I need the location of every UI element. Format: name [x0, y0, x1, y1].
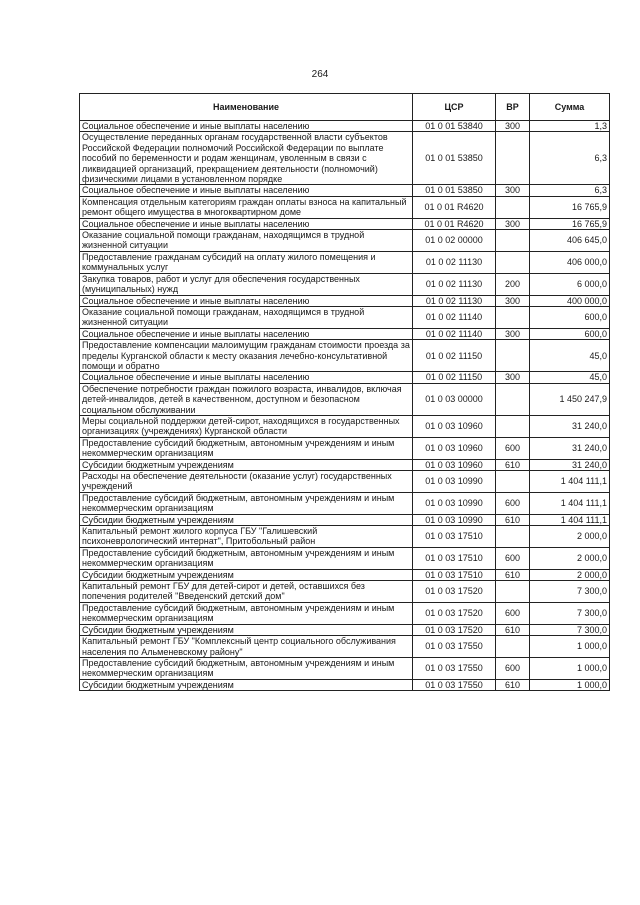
row-vr-cell	[496, 636, 530, 658]
table-row	[80, 306, 610, 328]
row-sum-cell: 7 300,0	[530, 624, 610, 635]
row-vr-cell: 200	[496, 273, 530, 295]
header-csr: ЦСР	[413, 94, 496, 121]
row-sum-cell: 1 450 247,9	[530, 383, 610, 415]
row-vr-cell: 610	[496, 624, 530, 635]
row-name-cell: Предоставление субсидий бюджетным, автономным учреждениям и иным некоммерческим организациям	[80, 657, 413, 679]
row-csr-cell: 01 0 02 11150	[413, 340, 496, 372]
row-sum-cell: 16 765,9	[530, 196, 610, 218]
row-sum-cell: 400 000,0	[530, 295, 610, 306]
row-sum-cell: 6,3	[530, 132, 610, 185]
table-row	[80, 459, 610, 470]
row-vr-cell: 300	[496, 121, 530, 132]
row-name-cell: Предоставление субсидий бюджетным, автономным учреждениям и иным некоммерческим организациям	[80, 547, 413, 569]
row-sum-cell: 600,0	[530, 328, 610, 339]
row-csr-cell: 01 0 03 10960	[413, 459, 496, 470]
row-csr-cell: 01 0 02 11130	[413, 295, 496, 306]
table-row	[80, 372, 610, 383]
row-csr-cell: 01 0 01 R4620	[413, 218, 496, 229]
table-row	[80, 636, 610, 658]
row-csr-cell: 01 0 03 17520	[413, 602, 496, 624]
row-vr-cell	[496, 132, 530, 185]
row-csr-cell: 01 0 03 17550	[413, 636, 496, 658]
row-name-cell: Социальное обеспечение и иные выплаты населению	[80, 121, 413, 132]
header-name: Наименование	[80, 94, 413, 121]
row-csr-cell: 01 0 03 10990	[413, 514, 496, 525]
row-name-cell: Субсидии бюджетным учреждениям	[80, 679, 413, 690]
table-row	[80, 679, 610, 690]
row-vr-cell: 300	[496, 185, 530, 196]
row-name-cell: Меры социальной поддержки детей-сирот, находящихся в государственных организациях (учреждениях) Курганской области	[80, 415, 413, 437]
row-csr-cell: 01 0 03 10990	[413, 492, 496, 514]
row-vr-cell	[496, 415, 530, 437]
row-csr-cell: 01 0 02 00000	[413, 230, 496, 252]
row-sum-cell: 1 404 111,1	[530, 471, 610, 493]
row-csr-cell: 01 0 03 17510	[413, 526, 496, 548]
table-row	[80, 340, 610, 372]
row-csr-cell: 01 0 03 17550	[413, 657, 496, 679]
row-csr-cell: 01 0 02 11150	[413, 372, 496, 383]
row-vr-cell: 610	[496, 514, 530, 525]
row-vr-cell	[496, 230, 530, 252]
row-name-cell: Субсидии бюджетным учреждениям	[80, 569, 413, 580]
row-vr-cell: 300	[496, 218, 530, 229]
row-vr-cell: 610	[496, 459, 530, 470]
table-row	[80, 230, 610, 252]
row-csr-cell: 01 0 02 11130	[413, 251, 496, 273]
table-row	[80, 218, 610, 229]
row-name-cell: Капитальный ремонт ГБУ для детей-сирот и детей, оставшихся без попечения родителей "Введенский детский дом"	[80, 581, 413, 603]
row-sum-cell: 31 240,0	[530, 459, 610, 470]
row-sum-cell: 1 000,0	[530, 636, 610, 658]
table-row	[80, 437, 610, 459]
row-sum-cell: 45,0	[530, 372, 610, 383]
row-csr-cell: 01 0 03 17510	[413, 569, 496, 580]
row-vr-cell: 300	[496, 295, 530, 306]
row-csr-cell: 01 0 02 11130	[413, 273, 496, 295]
row-sum-cell: 1 404 111,1	[530, 514, 610, 525]
table-row	[80, 415, 610, 437]
row-vr-cell	[496, 196, 530, 218]
row-name-cell: Оказание социальной помощи гражданам, находящимся в трудной жизненной ситуации	[80, 306, 413, 328]
row-vr-cell: 600	[496, 657, 530, 679]
row-vr-cell: 610	[496, 679, 530, 690]
row-name-cell: Субсидии бюджетным учреждениям	[80, 459, 413, 470]
row-name-cell: Субсидии бюджетным учреждениям	[80, 624, 413, 635]
table-row	[80, 251, 610, 273]
table-row	[80, 514, 610, 525]
row-sum-cell: 6 000,0	[530, 273, 610, 295]
row-csr-cell: 01 0 03 17520	[413, 581, 496, 603]
page-number: 264	[311, 69, 329, 80]
row-sum-cell: 7 300,0	[530, 581, 610, 603]
row-csr-cell: 01 0 01 R4620	[413, 196, 496, 218]
row-csr-cell: 01 0 02 11140	[413, 306, 496, 328]
row-vr-cell	[496, 471, 530, 493]
table-row	[80, 273, 610, 295]
table-row	[80, 526, 610, 548]
row-sum-cell: 45,0	[530, 340, 610, 372]
table-row	[80, 196, 610, 218]
row-sum-cell: 2 000,0	[530, 526, 610, 548]
row-vr-cell	[496, 526, 530, 548]
row-vr-cell: 600	[496, 547, 530, 569]
row-sum-cell: 1 000,0	[530, 679, 610, 690]
row-name-cell: Компенсация отдельным категориям граждан оплаты взноса на капитальный ремонт общего имущества в многоквартирном доме	[80, 196, 413, 218]
row-vr-cell: 610	[496, 569, 530, 580]
row-name-cell: Социальное обеспечение и иные выплаты населению	[80, 218, 413, 229]
row-vr-cell: 300	[496, 328, 530, 339]
row-vr-cell: 600	[496, 602, 530, 624]
row-csr-cell: 01 0 03 10960	[413, 437, 496, 459]
row-vr-cell: 600	[496, 492, 530, 514]
budget-table	[79, 93, 610, 691]
row-name-cell: Социальное обеспечение и иные выплаты населению	[80, 295, 413, 306]
table-row	[80, 569, 610, 580]
row-vr-cell	[496, 581, 530, 603]
table-row	[80, 185, 610, 196]
row-csr-cell: 01 0 03 00000	[413, 383, 496, 415]
row-vr-cell: 300	[496, 372, 530, 383]
row-sum-cell: 1 000,0	[530, 657, 610, 679]
row-name-cell: Капитальный ремонт ГБУ "Комплексный центр социального обслуживания населения по Альменевскому району"	[80, 636, 413, 658]
row-sum-cell: 2 000,0	[530, 547, 610, 569]
row-name-cell: Предоставление субсидий бюджетным, автономным учреждениям и иным некоммерческим организациям	[80, 602, 413, 624]
table-row	[80, 383, 610, 415]
table-row	[80, 121, 610, 132]
row-vr-cell: 600	[496, 437, 530, 459]
row-csr-cell: 01 0 03 17550	[413, 679, 496, 690]
header-sum: Сумма	[530, 94, 610, 121]
row-name-cell: Социальное обеспечение и иные выплаты населению	[80, 328, 413, 339]
row-name-cell: Закупка товаров, работ и услуг для обеспечения государственных (муниципальных) нужд	[80, 273, 413, 295]
row-name-cell: Предоставление субсидий бюджетным, автономным учреждениям и иным некоммерческим организациям	[80, 437, 413, 459]
row-csr-cell: 01 0 03 17510	[413, 547, 496, 569]
row-sum-cell: 31 240,0	[530, 437, 610, 459]
row-vr-cell	[496, 306, 530, 328]
row-sum-cell: 1,3	[530, 121, 610, 132]
row-csr-cell: 01 0 02 11140	[413, 328, 496, 339]
row-name-cell: Предоставление гражданам субсидий на оплату жилого помещения и коммунальных услуг	[80, 251, 413, 273]
table-row	[80, 657, 610, 679]
table-row	[80, 602, 610, 624]
row-name-cell: Социальное обеспечение и иные выплаты населению	[80, 185, 413, 196]
header-row	[80, 94, 610, 121]
row-sum-cell: 600,0	[530, 306, 610, 328]
row-name-cell: Предоставление субсидий бюджетным, автономным учреждениям и иным некоммерческим организациям	[80, 492, 413, 514]
table-body	[80, 121, 610, 691]
row-name-cell: Социальное обеспечение и иные выплаты населению	[80, 372, 413, 383]
table-row	[80, 132, 610, 185]
table-row	[80, 328, 610, 339]
row-name-cell: Предоставление компенсации малоимущим гражданам стоимости проезда за пределы Курганской области к месту оказания лечебно-консультативной помощи и обратно	[80, 340, 413, 372]
row-vr-cell	[496, 251, 530, 273]
row-vr-cell	[496, 340, 530, 372]
table-row	[80, 471, 610, 493]
row-csr-cell: 01 0 03 10990	[413, 471, 496, 493]
row-sum-cell: 406 000,0	[530, 251, 610, 273]
row-sum-cell: 1 404 111,1	[530, 492, 610, 514]
row-name-cell: Расходы на обеспечение деятельности (оказание услуг) государственных учреждений	[80, 471, 413, 493]
row-name-cell: Осуществление переданных органам государственной власти субъектов Российской Федерации полномочий Российской Федерации по выплате пособий по беременности и родам женщинам, уволенным в связи с ликвидацией организаций, прекращением деятельности (полномочий) физическими лицами в установленном порядке	[80, 132, 413, 185]
row-csr-cell: 01 0 03 17520	[413, 624, 496, 635]
row-csr-cell: 01 0 01 53850	[413, 132, 496, 185]
table-row	[80, 295, 610, 306]
row-name-cell: Обеспечение потребности граждан пожилого возраста, инвалидов, включая детей-инвалидов, детей в качественном, доступном и безопасном социальном обслуживании	[80, 383, 413, 415]
table-row	[80, 581, 610, 603]
row-csr-cell: 01 0 03 10960	[413, 415, 496, 437]
row-name-cell: Капитальный ремонт жилого корпуса ГБУ "Галишевский психоневрологический интернат", Притобольный район	[80, 526, 413, 548]
table-row	[80, 547, 610, 569]
table-header	[80, 94, 610, 121]
row-name-cell: Оказание социальной помощи гражданам, находящимся в трудной жизненной ситуации	[80, 230, 413, 252]
table-row	[80, 624, 610, 635]
row-sum-cell: 16 765,9	[530, 218, 610, 229]
row-sum-cell: 6,3	[530, 185, 610, 196]
row-csr-cell: 01 0 01 53850	[413, 185, 496, 196]
row-vr-cell	[496, 383, 530, 415]
row-sum-cell: 31 240,0	[530, 415, 610, 437]
header-vr: ВР	[496, 94, 530, 121]
row-sum-cell: 2 000,0	[530, 569, 610, 580]
row-csr-cell: 01 0 01 53840	[413, 121, 496, 132]
row-sum-cell: 406 645,0	[530, 230, 610, 252]
row-sum-cell: 7 300,0	[530, 602, 610, 624]
table-row	[80, 492, 610, 514]
row-name-cell: Субсидии бюджетным учреждениям	[80, 514, 413, 525]
